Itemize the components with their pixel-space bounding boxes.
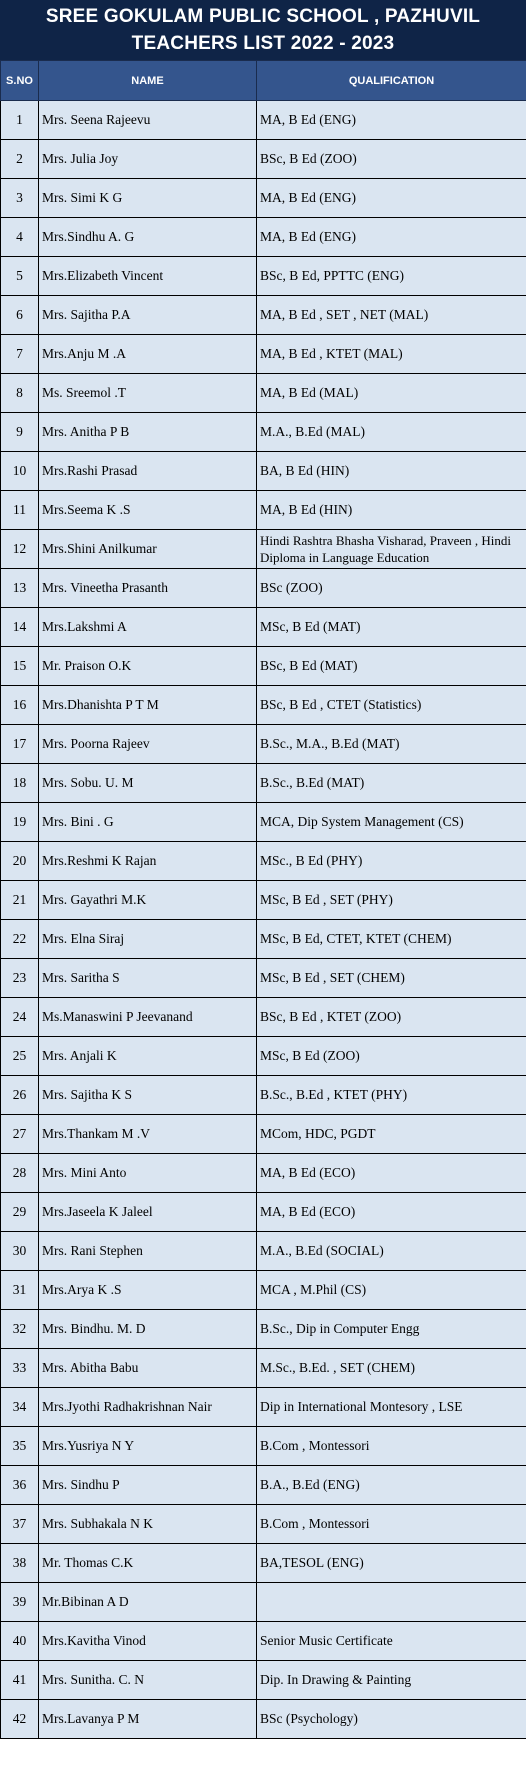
table-row <box>1 374 526 413</box>
qualification-cell: MCA , M.Phil (CS) <box>257 1271 526 1310</box>
sno-cell: 42 <box>1 1700 39 1739</box>
sno-cell: 6 <box>1 296 39 335</box>
sno-cell: 39 <box>1 1583 39 1622</box>
sno-cell: 5 <box>1 257 39 296</box>
qualification-cell: BSc, B Ed (MAT) <box>257 647 526 686</box>
qualification-cell: Senior Music Certificate <box>257 1622 526 1661</box>
table-row <box>1 1622 526 1661</box>
name-cell: Mrs. Anjali K <box>39 1037 257 1076</box>
table-row <box>1 101 526 140</box>
sno-cell: 19 <box>1 803 39 842</box>
sno-cell: 36 <box>1 1466 39 1505</box>
qualification-cell: BSc (Psychology) <box>257 1700 526 1739</box>
sno-cell: 14 <box>1 608 39 647</box>
qualification-cell: B.Sc., M.A., B.Ed (MAT) <box>257 725 526 764</box>
table-row <box>1 1700 526 1739</box>
name-cell: Mrs. Saritha S <box>39 959 257 998</box>
sno-cell: 34 <box>1 1388 39 1427</box>
qualification-cell: MSc., B Ed (PHY) <box>257 842 526 881</box>
name-cell: Mrs.Reshmi K Rajan <box>39 842 257 881</box>
sno-cell: 28 <box>1 1154 39 1193</box>
qualification-cell: Hindi Rashtra Bhasha Visharad, Praveen , Hindi Diploma in Language Education <box>257 530 526 569</box>
table-row <box>1 1544 526 1583</box>
qualification-cell: MA, B Ed (HIN) <box>257 491 526 530</box>
qualification-cell: M.Sc., B.Ed. , SET (CHEM) <box>257 1349 526 1388</box>
name-cell: Mrs. Simi K G <box>39 179 257 218</box>
sno-cell: 40 <box>1 1622 39 1661</box>
table-row <box>1 803 526 842</box>
name-cell: Mrs. Sunitha. C. N <box>39 1661 257 1700</box>
qualification-cell: B.A., B.Ed (ENG) <box>257 1466 526 1505</box>
column-header-qualification: QUALIFICATION <box>257 61 526 101</box>
sno-cell: 27 <box>1 1115 39 1154</box>
name-cell: Mrs.Elizabeth Vincent <box>39 257 257 296</box>
sno-cell: 10 <box>1 452 39 491</box>
name-cell: Mrs.Seema K .S <box>39 491 257 530</box>
teachers-table <box>0 60 526 1739</box>
qualification-cell: BA,TESOL (ENG) <box>257 1544 526 1583</box>
table-row <box>1 608 526 647</box>
table-row <box>1 842 526 881</box>
name-cell: Mrs. Elna Siraj <box>39 920 257 959</box>
table-row <box>1 1232 526 1271</box>
qualification-cell: MSc, B Ed , SET (CHEM) <box>257 959 526 998</box>
qualification-cell: B.Sc., B.Ed (MAT) <box>257 764 526 803</box>
qualification-cell: BSc, B Ed , CTET (Statistics) <box>257 686 526 725</box>
name-cell: Mrs.Thankam M .V <box>39 1115 257 1154</box>
name-cell: Mrs.Yusriya N Y <box>39 1427 257 1466</box>
name-cell: Ms. Sreemol .T <box>39 374 257 413</box>
qualification-cell: MA, B Ed (ENG) <box>257 218 526 257</box>
sno-cell: 13 <box>1 569 39 608</box>
table-row <box>1 998 526 1037</box>
sno-cell: 15 <box>1 647 39 686</box>
qualification-cell: MSc, B Ed, CTET, KTET (CHEM) <box>257 920 526 959</box>
sno-cell: 33 <box>1 1349 39 1388</box>
sno-cell: 22 <box>1 920 39 959</box>
name-cell: Mrs.Jaseela K Jaleel <box>39 1193 257 1232</box>
sno-cell: 24 <box>1 998 39 1037</box>
name-cell: Mrs.Arya K .S <box>39 1271 257 1310</box>
sno-cell: 37 <box>1 1505 39 1544</box>
sno-cell: 12 <box>1 530 39 569</box>
qualification-cell: MA, B Ed (MAL) <box>257 374 526 413</box>
qualification-cell: BA, B Ed (HIN) <box>257 452 526 491</box>
name-cell: Mr. Thomas C.K <box>39 1544 257 1583</box>
sno-cell: 29 <box>1 1193 39 1232</box>
sno-cell: 35 <box>1 1427 39 1466</box>
qualification-cell: MA, B Ed (ECO) <box>257 1193 526 1232</box>
sno-cell: 30 <box>1 1232 39 1271</box>
name-cell: Mrs. Rani Stephen <box>39 1232 257 1271</box>
table-row <box>1 959 526 998</box>
sno-cell: 8 <box>1 374 39 413</box>
sno-cell: 1 <box>1 101 39 140</box>
qualification-cell: BSc (ZOO) <box>257 569 526 608</box>
qualification-cell: MSc, B Ed (ZOO) <box>257 1037 526 1076</box>
sno-cell: 11 <box>1 491 39 530</box>
name-cell: Mrs. Bindhu. M. D <box>39 1310 257 1349</box>
name-cell: Mrs. Sajitha P.A <box>39 296 257 335</box>
name-cell: Ms.Manaswini P Jeevanand <box>39 998 257 1037</box>
name-cell: Mrs.Shini Anilkumar <box>39 530 257 569</box>
qualification-cell: MCom, HDC, PGDT <box>257 1115 526 1154</box>
name-cell: Mrs. Seena Rajeevu <box>39 101 257 140</box>
qualification-cell: B.Com , Montessori <box>257 1427 526 1466</box>
name-cell: Mrs. Julia Joy <box>39 140 257 179</box>
table-row <box>1 686 526 725</box>
name-cell: Mrs. Sajitha K S <box>39 1076 257 1115</box>
table-row <box>1 881 526 920</box>
qualification-cell: MSc, B Ed (MAT) <box>257 608 526 647</box>
table-row <box>1 1037 526 1076</box>
qualification-cell: MA, B Ed (ENG) <box>257 101 526 140</box>
sno-cell: 16 <box>1 686 39 725</box>
sno-cell: 25 <box>1 1037 39 1076</box>
table-row <box>1 764 526 803</box>
sno-cell: 9 <box>1 413 39 452</box>
name-cell: Mrs. Bini . G <box>39 803 257 842</box>
table-row <box>1 1154 526 1193</box>
qualification-cell: Dip. In Drawing & Painting <box>257 1661 526 1700</box>
table-row <box>1 1505 526 1544</box>
table-row <box>1 1388 526 1427</box>
name-cell: Mrs. Sindhu P <box>39 1466 257 1505</box>
name-cell: Mr.Bibinan A D <box>39 1583 257 1622</box>
qualification-cell: B.Sc., B.Ed , KTET (PHY) <box>257 1076 526 1115</box>
table-row <box>1 1466 526 1505</box>
name-cell: Mrs.Anju M .A <box>39 335 257 374</box>
table-row <box>1 530 526 569</box>
qualification-cell: MCA, Dip System Management (CS) <box>257 803 526 842</box>
qualification-cell <box>257 1583 526 1622</box>
table-row <box>1 491 526 530</box>
table-row <box>1 725 526 764</box>
sno-cell: 7 <box>1 335 39 374</box>
table-row <box>1 140 526 179</box>
title-banner <box>0 0 526 60</box>
sno-cell: 32 <box>1 1310 39 1349</box>
table-header-row <box>1 61 526 101</box>
qualification-cell: MA, B Ed , KTET (MAL) <box>257 335 526 374</box>
table-row <box>1 1310 526 1349</box>
qualification-cell: MA, B Ed (ECO) <box>257 1154 526 1193</box>
name-cell: Mrs.Rashi Prasad <box>39 452 257 491</box>
sno-cell: 18 <box>1 764 39 803</box>
column-header-name: NAME <box>39 61 257 101</box>
table-row <box>1 218 526 257</box>
qualification-cell: B.Com , Montessori <box>257 1505 526 1544</box>
sno-cell: 26 <box>1 1076 39 1115</box>
qualification-cell: MA, B Ed , SET , NET (MAL) <box>257 296 526 335</box>
table-row <box>1 1427 526 1466</box>
sno-cell: 31 <box>1 1271 39 1310</box>
name-cell: Mrs.Jyothi Radhakrishnan Nair <box>39 1388 257 1427</box>
name-cell: Mrs. Poorna Rajeev <box>39 725 257 764</box>
sno-cell: 3 <box>1 179 39 218</box>
name-cell: Mrs. Abitha Babu <box>39 1349 257 1388</box>
qualification-cell: BSc, B Ed, PPTTC (ENG) <box>257 257 526 296</box>
table-row <box>1 296 526 335</box>
sno-cell: 20 <box>1 842 39 881</box>
name-cell: Mrs.Lavanya P M <box>39 1700 257 1739</box>
name-cell: Mrs.Dhanishta P T M <box>39 686 257 725</box>
table-row <box>1 647 526 686</box>
qualification-cell: MA, B Ed (ENG) <box>257 179 526 218</box>
table-row <box>1 335 526 374</box>
sno-cell: 41 <box>1 1661 39 1700</box>
table-row <box>1 1115 526 1154</box>
name-cell: Mrs.Lakshmi A <box>39 608 257 647</box>
sno-cell: 38 <box>1 1544 39 1583</box>
table-row <box>1 413 526 452</box>
school-title: SREE GOKULAM PUBLIC SCHOOL , PAZHUVIL <box>45 6 481 27</box>
qualification-cell: M.A., B.Ed (SOCIAL) <box>257 1232 526 1271</box>
column-header-sno: S.NO <box>1 61 39 101</box>
sno-cell: 17 <box>1 725 39 764</box>
name-cell: Mrs. Anitha P B <box>39 413 257 452</box>
name-cell: Mrs.Kavitha Vinod <box>39 1622 257 1661</box>
table-row <box>1 452 526 491</box>
name-cell: Mrs. Vineetha Prasanth <box>39 569 257 608</box>
qualification-cell: B.Sc., Dip in Computer Engg <box>257 1310 526 1349</box>
name-cell: Mrs. Mini Anto <box>39 1154 257 1193</box>
qualification-cell: M.A., B.Ed (MAL) <box>257 413 526 452</box>
sno-cell: 23 <box>1 959 39 998</box>
table-row <box>1 1661 526 1700</box>
table-row <box>1 920 526 959</box>
sno-cell: 4 <box>1 218 39 257</box>
list-title: TEACHERS LIST 2022 - 2023 <box>131 33 395 54</box>
table-row <box>1 1076 526 1115</box>
name-cell: Mrs. Sobu. U. M <box>39 764 257 803</box>
table-row <box>1 569 526 608</box>
sno-cell: 21 <box>1 881 39 920</box>
qualification-cell: MSc, B Ed , SET (PHY) <box>257 881 526 920</box>
table-row <box>1 257 526 296</box>
table-row <box>1 1193 526 1232</box>
sno-cell: 2 <box>1 140 39 179</box>
table-row <box>1 1583 526 1622</box>
name-cell: Mrs. Subhakala N K <box>39 1505 257 1544</box>
name-cell: Mrs.Sindhu A. G <box>39 218 257 257</box>
qualification-cell: BSc, B Ed , KTET (ZOO) <box>257 998 526 1037</box>
qualification-cell: BSc, B Ed (ZOO) <box>257 140 526 179</box>
table-row <box>1 179 526 218</box>
table-row <box>1 1349 526 1388</box>
name-cell: Mr. Praison O.K <box>39 647 257 686</box>
table-row <box>1 1271 526 1310</box>
name-cell: Mrs. Gayathri M.K <box>39 881 257 920</box>
qualification-cell: Dip in International Montesory , LSE <box>257 1388 526 1427</box>
